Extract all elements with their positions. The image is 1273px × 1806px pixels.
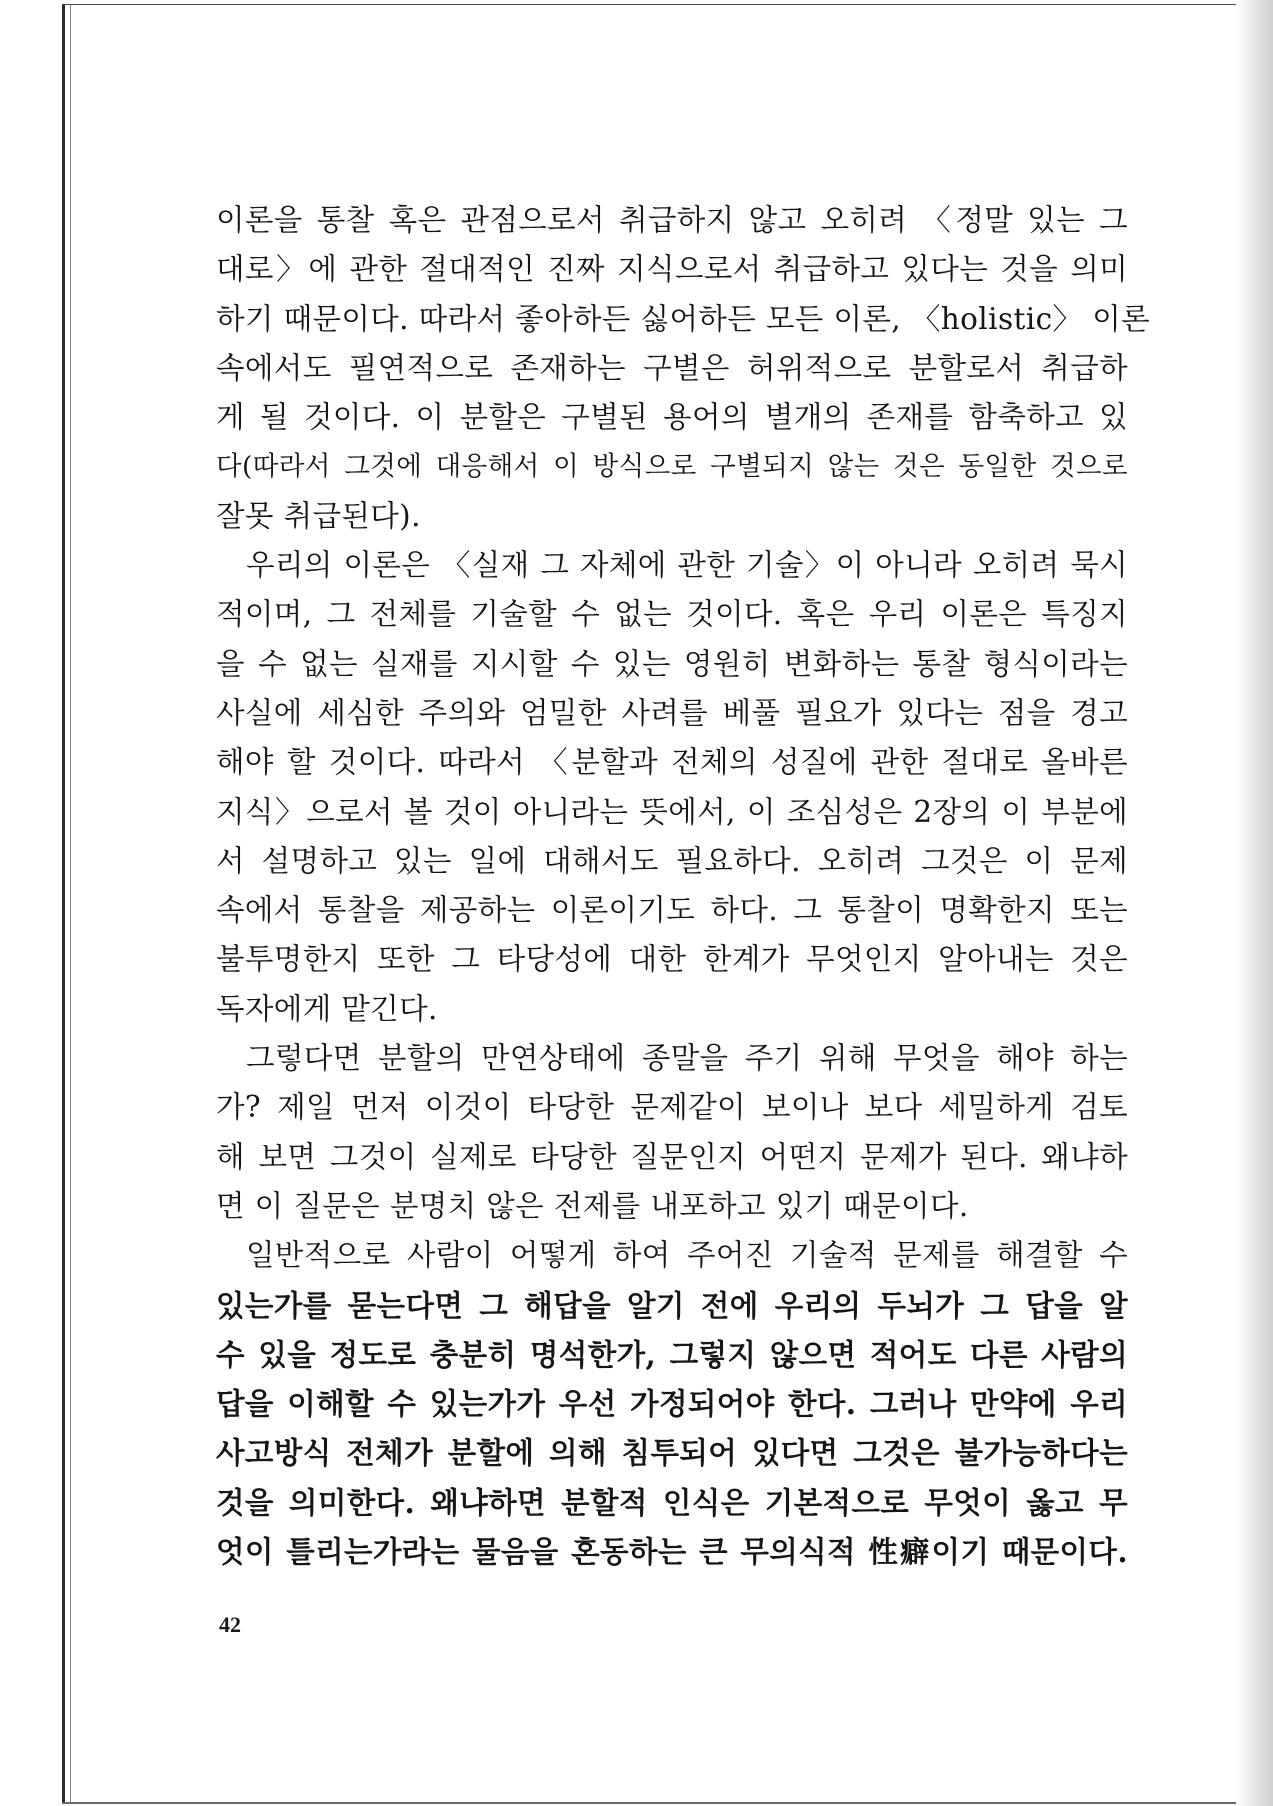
text-line: 서 설명하고 있는 일에 대해서도 필요하다. 오히려 그것은 이 문제 [216,843,1128,878]
text-line: 대로〉에 관한 절대적인 진짜 지식으로서 취급하고 있다는 것을 의미 [216,252,1128,287]
text-line: 우리의 이론은 〈실재 그 자체에 관한 기술〉이 아니라 오히려 묵시 [246,548,1128,583]
text-line: 것을 의미한다. 왜냐하면 분할적 인식은 기본적으로 무엇이 옳고 무 [216,1484,1128,1520]
page-number: 42 [219,1612,241,1637]
text-line: 사실에 세심한 주의와 엄밀한 사려를 베풀 필요가 있다는 점을 경고 [216,695,1128,730]
text-line: 있는가를 묻는다면 그 해답을 알기 전에 우리의 두뇌가 그 답을 알 [216,1287,1128,1323]
page-right-shadow [1236,0,1273,1806]
page-left-edge [62,4,65,1804]
page-bottom-edge [62,1802,1262,1804]
text-line: 속에서 통찰을 제공하는 이론이기도 하다. 그 통찰이 명확한지 또는 [216,893,1128,928]
text-line: 해 보면 그것이 실제로 타당한 질문인지 어떤지 문제가 된다. 왜냐하 [216,1139,1128,1174]
text-line: 일반적으로 사람이 어떻게 하여 주어진 기술적 문제를 해결할 수 [246,1238,1128,1273]
text-line: 속에서도 필연적으로 존재하는 구별은 허위적으로 분할로서 취급하 [216,350,1128,385]
text-line: 그렇다면 분할의 만연상태에 종말을 주기 위해 무엇을 해야 하는 [246,1041,1128,1076]
text-line: 수 있을 정도로 충분히 명석한가, 그렇지 않으면 적어도 다른 사람의 [216,1336,1128,1372]
text-line: 불투명한지 또한 그 타당성에 대한 한계가 무엇인지 알아내는 것은 [216,942,1128,977]
text-line: 해야 할 것이다. 따라서 〈분할과 전체의 성질에 관한 절대로 올바른 [216,745,1128,780]
text-line: 잘못 취급된다). [216,498,421,533]
text-line: 적이며, 그 전체를 기술할 수 없는 것이다. 혹은 우리 이론은 특징지 [216,597,1128,632]
text-line: 지식〉으로서 볼 것이 아니라는 뜻에서, 이 조심성은 2장의 이 부분에 [216,794,1128,829]
text-line: 엇이 틀리는가라는 물음을 혼동하는 큰 무의식적 性癖이기 때문이다. [216,1534,1128,1570]
text-line: 하기 때문이다. 따라서 좋아하든 싫어하든 모든 이론, 〈holistic〉 이론 [216,301,1150,336]
text-line: 을 수 없는 실재를 지시할 수 있는 영원히 변화하는 통찰 형식이라는 [216,646,1128,681]
text-line: 독자에게 맡긴다. [216,991,438,1026]
text-line: 답을 이해할 수 있는가가 우선 가정되어야 한다. 그러나 만약에 우리 [216,1386,1128,1422]
text-line: 사고방식 전체가 분할에 의해 침투되어 있다면 그것은 불가능하다는 [216,1435,1128,1471]
text-line: 면 이 질문은 분명치 않은 전제를 내포하고 있기 때문이다. [216,1188,969,1223]
page-left-edge-inner [70,4,71,1804]
body-text [216,196,1150,1576]
text-line: 이론을 통찰 혹은 관점으로서 취급하지 않고 오히려 〈정말 있는 그 [216,203,1128,237]
text-line: 가? 제일 먼저 이것이 타당한 문제같이 보이나 보다 세밀하게 검토 [216,1090,1128,1125]
text-line: 다(따라서 그것에 대응해서 이 방식으로 구별되지 않는 것은 동일한 것으로 [216,451,1128,483]
page-top-edge [62,4,1262,5]
text-line: 게 될 것이다. 이 분할은 구별된 용어의 별개의 존재를 함축하고 있 [216,400,1128,435]
